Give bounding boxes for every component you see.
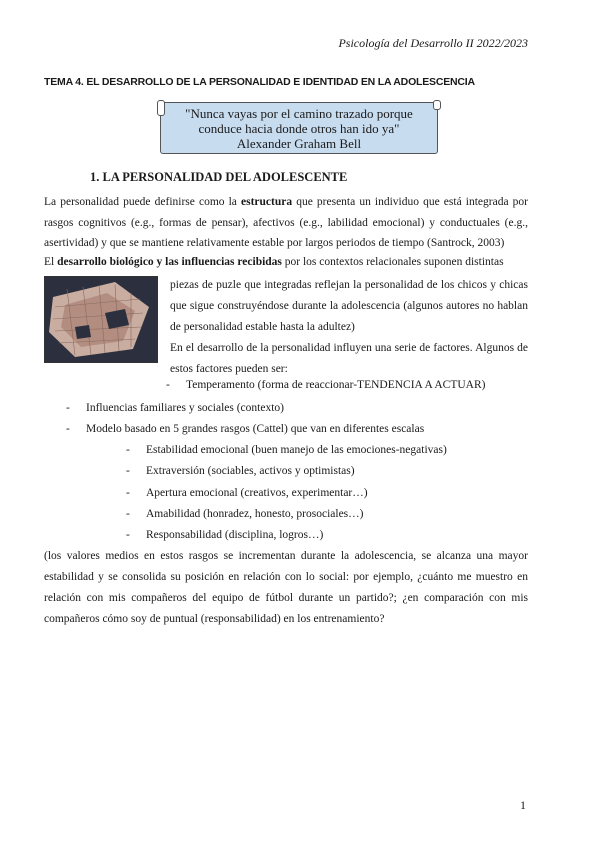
sub-list-item-text: Amabilidad (honradez, honesto, prosociales…) bbox=[146, 508, 364, 520]
paragraph-3: (los valores medios en estos rasgos se incrementan durante la adolescencia, se alcanza una mayor estabilidad y se consolida su posición en relación con lo social: por ejemplo, ¿cuánto me muestro en relación con mis compañeros del equipo de fútbol durante un partido?; ¿en comparación con mis compañeros cómo soy de puntual (responsabilidad) en los entrenamiento? bbox=[44, 550, 528, 625]
sub-list-item bbox=[126, 464, 355, 478]
paragraph-2 bbox=[44, 252, 528, 273]
quote-author: Alexander Graham Bell bbox=[236, 136, 362, 151]
sub-list-item bbox=[126, 486, 368, 500]
sub-list-item bbox=[126, 528, 323, 542]
sub-list-item bbox=[126, 507, 363, 521]
paragraph-1 bbox=[44, 192, 528, 254]
section-title: 1. LA PERSONALIDAD DEL ADOLESCENTE bbox=[90, 170, 348, 184]
sub-list-item-text: Apertura emocional (creativos, experimentar…) bbox=[146, 487, 368, 499]
bullet-dash: - bbox=[126, 465, 130, 477]
bullet-dash: - bbox=[166, 379, 170, 391]
list-item bbox=[166, 378, 485, 392]
wrap-text-1: piezas de puzle que integradas reflejan la personalidad de los chicos y chicas que sigue construyéndose durante la adolescencia (algunos autores no hablan de personalidad estable hasta la adultez) bbox=[170, 279, 528, 333]
para2-bold: desarrollo biológico y las influencias recibidas bbox=[57, 256, 282, 268]
sub-list-item bbox=[126, 443, 447, 457]
para1-text-c: que presenta un individuo que está integrada por rasgos cognitivos (e.g., formas de pensar), afectivos (e.g., labilidad emocional) y conductuales (e.g., asertividad) y que se mantiene relativamente estable por largos periodos de tiempo (Santrock, 2003) bbox=[44, 196, 528, 249]
bullet-dash: - bbox=[66, 402, 70, 414]
para2-text-c: por los contextos relacionales suponen distintas bbox=[281, 256, 504, 268]
quote-line-2: conduce hacia donde otros han ido ya" bbox=[198, 121, 400, 136]
wrap-text-2: En el desarrollo de la personalidad influyen una serie de factores. Algunos de estos factores pueden ser: bbox=[170, 342, 528, 375]
bullet-dash: - bbox=[126, 529, 130, 541]
list-item-text: Influencias familiares y sociales (contexto) bbox=[86, 402, 284, 414]
puzzle-image bbox=[44, 276, 158, 363]
puzzle-icon bbox=[45, 277, 157, 362]
bullet-dash: - bbox=[126, 444, 130, 456]
list-item-text: Temperamento (forma de reaccionar-TENDENCIA A ACTUAR) bbox=[186, 379, 486, 391]
quote-line-1: "Nunca vayas por el camino trazado porque bbox=[185, 106, 413, 121]
page-number: 1 bbox=[520, 798, 526, 812]
bullet-dash: - bbox=[126, 487, 130, 499]
list-item bbox=[66, 401, 284, 415]
para1-bold: estructura bbox=[241, 196, 293, 208]
sub-list-item-text: Estabilidad emocional (buen manejo de las emociones-negativas) bbox=[146, 444, 447, 456]
list-item bbox=[66, 422, 424, 436]
bullet-dash: - bbox=[126, 508, 130, 520]
topic-title: TEMA 4. EL DESARROLLO DE LA PERSONALIDAD E IDENTIDAD EN LA ADOLESCENCIA bbox=[44, 76, 475, 88]
page-header: Psicología del Desarrollo II 2022/2023 bbox=[338, 36, 528, 50]
list-item-text: Modelo basado en 5 grandes rasgos (Cattel) que van en diferentes escalas bbox=[86, 423, 425, 435]
para1-text-a: La personalidad puede definirse como la bbox=[44, 196, 242, 208]
sub-list-item-text: Responsabilidad (disciplina, logros…) bbox=[146, 529, 324, 541]
para2-text-a: El bbox=[44, 256, 58, 268]
quote-scroll bbox=[160, 102, 438, 154]
sub-list-item-text: Extraversión (sociables, activos y optimistas) bbox=[146, 465, 355, 477]
wrapped-paragraph bbox=[170, 275, 528, 380]
bullet-dash: - bbox=[66, 423, 70, 435]
